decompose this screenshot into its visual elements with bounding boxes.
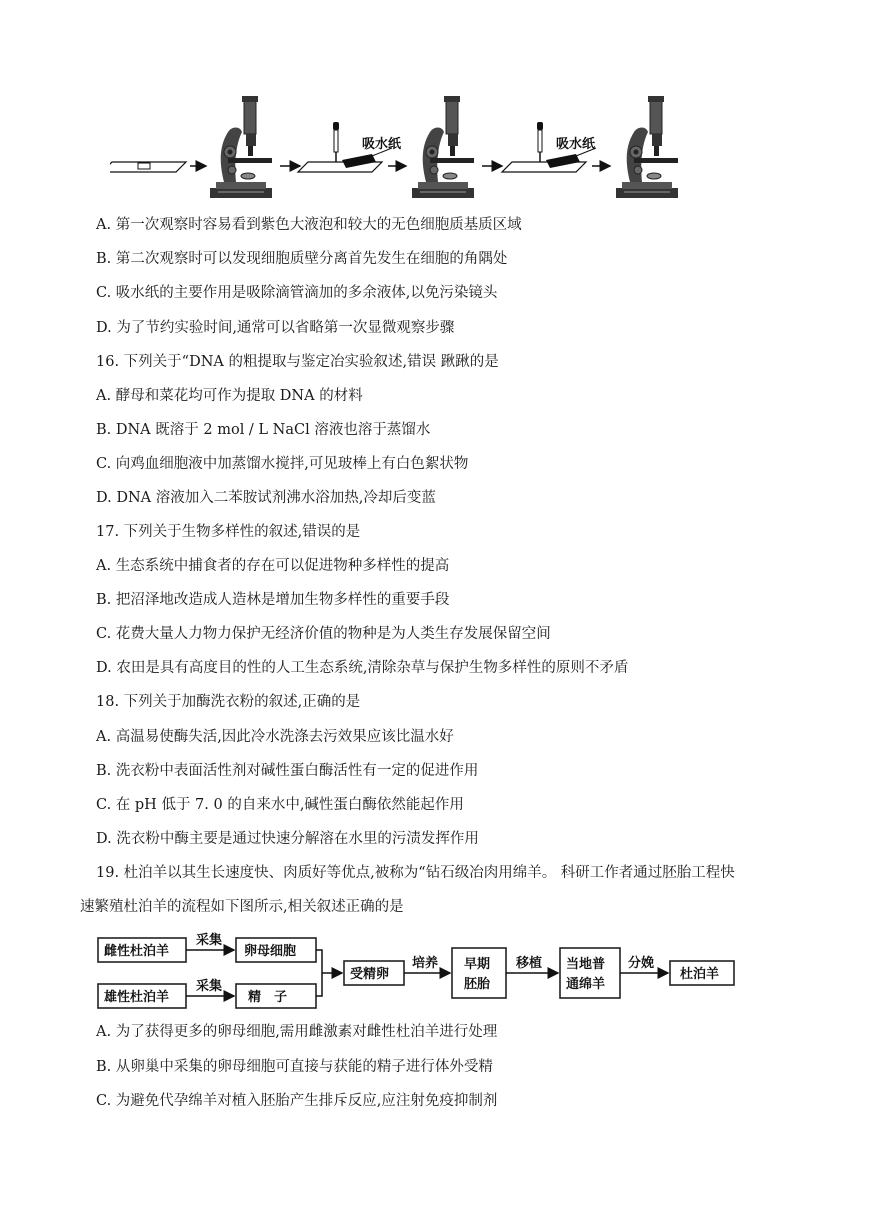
- q17-option-c: C. 花费大量人力物力保护无经济价值的物种是为人类生存发展保留空间: [96, 626, 551, 642]
- q15-option-c: C. 吸水纸的主要作用是吸除滴管滴加的多余液体,以免污染镜头: [96, 285, 498, 301]
- absorbent-paper-label-1: 吸水纸: [362, 137, 402, 152]
- host-label-1: 当地普: [566, 957, 606, 972]
- q19-option-b: B. 从卵巢中采集的卵母细胞可直接与获能的精子进行体外受精: [96, 1059, 493, 1075]
- collect-label-1: 采集: [196, 933, 223, 948]
- microscope-3: [616, 96, 678, 198]
- microscope-1: [210, 96, 272, 198]
- q19-option-c: C. 为避免代孕绵羊对植入胚胎产生排斥反应,应注射免疫抑制剂: [96, 1093, 498, 1109]
- q15-option-d: D. 为了节约实验时间,通常可以省略第一次显微观察步骤: [96, 320, 455, 336]
- q16-option-d: D. DNA 溶液加入二苯胺试剂沸水浴加热,冷却后变蓝: [96, 490, 436, 506]
- culture-label: 培养: [412, 956, 439, 971]
- slide-1: [110, 162, 186, 172]
- q18-option-d: D. 洗衣粉中酶主要是通过快速分解溶在水里的污渍发挥作用: [96, 831, 479, 847]
- q18-option-c: C. 在 pH 低于 7. 0 的自来水中,碱性蛋白酶依然能起作用: [96, 797, 464, 813]
- q16-option-a: A. 酵母和菜花均可作为提取 DNA 的材料: [96, 388, 363, 404]
- oocyte-label: 卵母细胞: [244, 944, 297, 959]
- q17-option-a: A. 生态系统中捕食者的存在可以促进物种多样性的提高: [96, 558, 450, 574]
- q18-option-a: A. 高温易使酶失活,因此冷水洗涤去污效果应该比温水好: [96, 729, 454, 745]
- q18-option-b: B. 洗衣粉中表面活性剂对碱性蛋白酶活性有一定的促进作用: [96, 763, 479, 779]
- q17-option-d: D. 农田是具有高度目的性的人工生态系统,清除杂草与保护生物多样性的原则不矛盾: [96, 660, 629, 676]
- q16-stem: 16. 下列关于“DNA 的粗提取与鉴定冶实验叙述,错误 踿踿的是: [96, 354, 499, 370]
- zygote-label: 受精卵: [350, 967, 390, 982]
- embryo-label-2: 胚胎: [464, 977, 491, 992]
- result-label: 杜泊羊: [680, 967, 720, 982]
- q19-stem-line1: 19. 杜泊羊以其生长速度快、肉质好等优点,被称为“钻石级冶肉用绵羊。 科研工作者通过胚胎工程快: [96, 865, 735, 881]
- q19-stem-line2: 速繁殖杜泊羊的流程如下图所示,相关叙述正确的是: [80, 899, 404, 915]
- q17-option-b: B. 把沼泽地改造成人造林是增加生物多样性的重要手段: [96, 592, 450, 608]
- female-label: 雌性杜泊羊: [104, 944, 170, 959]
- q18-stem: 18. 下列关于加酶洗衣粉的叙述,正确的是: [96, 694, 361, 710]
- q19-option-a: A. 为了获得更多的卵母细胞,需用雌激素对雌性杜泊羊进行处理: [96, 1024, 498, 1040]
- collect-label-2: 采集: [196, 979, 223, 994]
- q15-option-a: A. 第一次观察时容易看到紫色大液泡和较大的无色细胞质基质区域: [96, 217, 522, 233]
- q17-stem: 17. 下列关于生物多样性的叙述,错误的是: [96, 524, 361, 540]
- q15-option-b: B. 第二次观察时可以发现细胞质壁分离首先发生在细胞的角隅处: [96, 251, 508, 267]
- embryo-label-1: 早期: [464, 957, 491, 972]
- q16-option-b: B. DNA 既溶于 2 mol / L NaCl 溶液也溶于蒸馏水: [96, 422, 431, 438]
- plasmolysis-experiment-figure: [110, 96, 810, 202]
- q16-option-c: C. 向鸡血细胞液中加蒸馏水搅拌,可见玻棒上有白色絮状物: [96, 456, 469, 472]
- absorbent-paper-label-2: 吸水纸: [556, 137, 596, 152]
- birth-label: 分娩: [628, 956, 655, 971]
- sperm-label: 精 子: [248, 990, 288, 1005]
- male-label: 雄性杜泊羊: [104, 990, 170, 1005]
- embryo-engineering-flowchart: [96, 926, 746, 1018]
- transfer-label: 移植: [516, 956, 543, 971]
- microscope-2: [412, 96, 474, 198]
- host-label-2: 通绵羊: [566, 977, 606, 992]
